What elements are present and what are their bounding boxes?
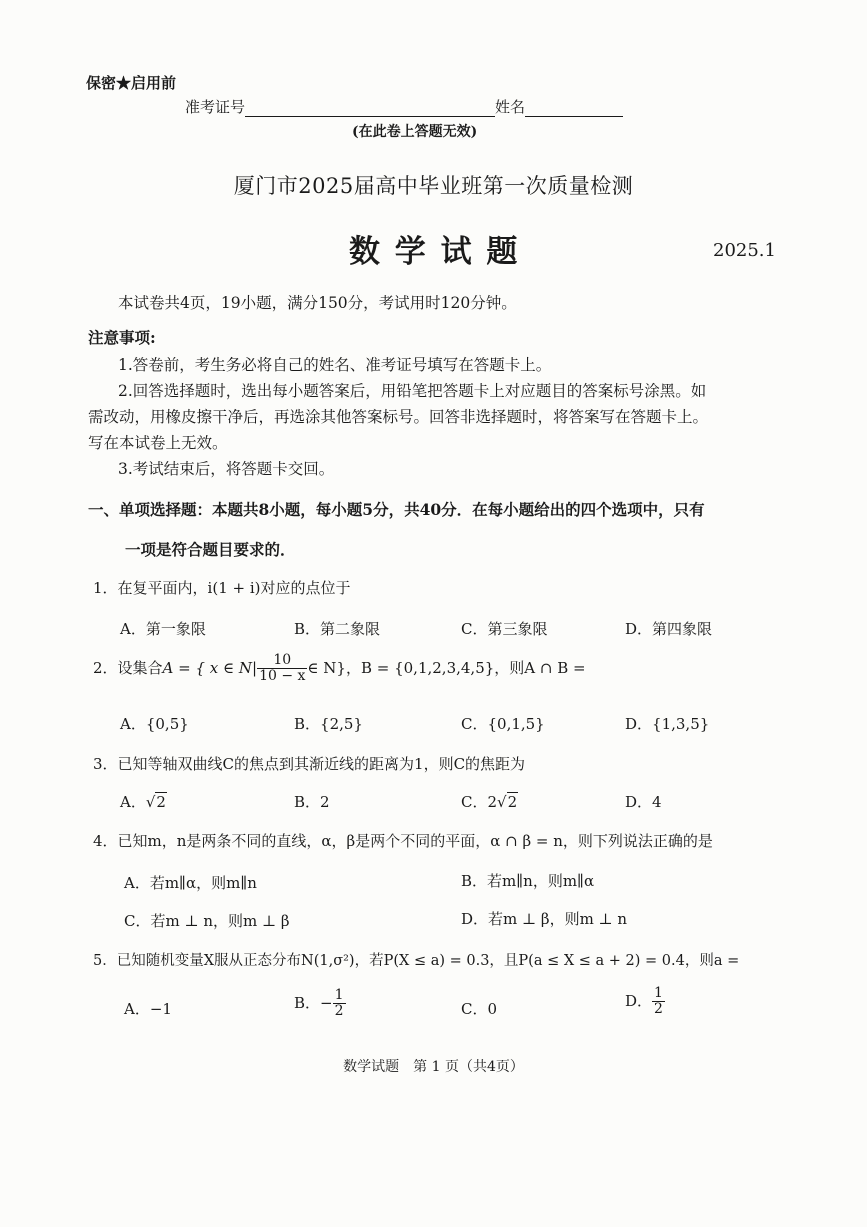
exam-id-row — [185, 96, 623, 117]
question-3-stem: 3．已知等轴双曲线C的焦点到其渐近线的距离为1，则C的焦距为 — [93, 755, 526, 773]
option-a-label: A． — [120, 793, 146, 811]
question-2-option-b[interactable]: B．{2,5} — [294, 715, 363, 733]
note-item: 需改动，用橡皮擦干净后，再选涂其他答案标号。回答非选择题时，将答案写在答题卡上。 — [88, 408, 709, 426]
name-field[interactable] — [525, 116, 623, 117]
question-1-option-d[interactable]: D．第四象限 — [625, 620, 713, 638]
fraction-numerator: 10 — [257, 653, 307, 669]
fraction-numerator: 1 — [654, 985, 663, 1001]
option-c-label: C．2 — [461, 793, 498, 811]
exam-date: 2025.1 — [713, 240, 776, 261]
question-5-option-a[interactable]: A．−1 — [124, 1000, 172, 1018]
question-2-stem-pre: 2．设集合 — [93, 658, 163, 677]
notes-heading: 注意事项: — [88, 328, 156, 347]
exam-id-label: 准考证号 — [185, 98, 246, 116]
sqrt-symbol: √2 — [145, 793, 166, 811]
option-d-fraction — [652, 986, 665, 1018]
option-b-label: B．− — [294, 993, 333, 1012]
question-2-option-c[interactable]: C．{0,1,5} — [461, 715, 545, 733]
question-1-option-c[interactable]: C．第三象限 — [461, 620, 548, 638]
question-5-option-d[interactable] — [625, 986, 665, 1018]
question-5-option-c[interactable]: C．0 — [461, 1000, 498, 1018]
fraction-numerator: 1 — [334, 987, 344, 1003]
exam-id-field[interactable] — [245, 116, 495, 117]
sqrt-radicand: 2 — [507, 793, 518, 811]
section-heading: 一、单项选择题：本题共8小题，每小题5分，共40分．在每小题给出的四个选项中，只有 — [88, 500, 705, 519]
name-label: 姓名 — [495, 98, 526, 116]
question-2-stem — [93, 653, 586, 685]
question-4-option-d[interactable]: D．若m ⊥ β，则m ⊥ n — [461, 910, 628, 928]
question-2-set-a: A = { x ∈ N| — [162, 658, 258, 677]
question-2-option-a[interactable]: A．{0,5} — [120, 715, 189, 733]
section-heading-cont: 一项是符合题目要求的． — [125, 540, 296, 559]
question-2-stem-post: ∈ N}，B = {0,1,2,3,4,5}，则A ∩ B = — [307, 658, 586, 677]
exam-title: 厦门市2025届高中毕业班第一次质量检测 — [233, 174, 634, 198]
question-4-stem: 4．已知m，n是两条不同的直线，α，β是两个不同的平面，α ∩ β = n，则下列说法正确的是 — [93, 832, 713, 850]
question-3-option-c[interactable] — [461, 791, 518, 812]
option-d-label: D． — [625, 991, 653, 1010]
question-3-option-a[interactable] — [120, 791, 167, 812]
question-3-option-b[interactable]: B．2 — [294, 793, 330, 811]
question-5-stem: 5．已知随机变量X服从正态分布N(1,σ²)，若P(X ≤ a) = 0.3，且P(a ≤ X ≤ a + 2) = 0.4，则a = — [93, 953, 740, 969]
fraction-denominator: 2 — [334, 1003, 344, 1020]
fraction-denominator: 2 — [654, 1001, 663, 1018]
question-5-option-b[interactable] — [294, 988, 346, 1020]
option-b-fraction — [333, 988, 346, 1020]
question-3-option-d[interactable]: D．4 — [625, 793, 662, 811]
exam-intro: 本试卷共4页，19小题，满分150分，考试用时120分钟。 — [118, 294, 517, 312]
answer-invalid-note: (在此卷上答题无效) — [352, 124, 478, 140]
question-4-option-c[interactable]: C．若m ⊥ n，则m ⊥ β — [124, 912, 290, 930]
confidential-label: 保密★启用前 — [86, 74, 177, 92]
question-4-option-a[interactable]: A．若m∥α，则m∥n — [124, 874, 257, 892]
sqrt-symbol: √2 — [497, 793, 518, 811]
note-item: 1.答卷前，考生务必将自己的姓名、准考证号填写在答题卡上。 — [118, 356, 552, 374]
question-2-fraction — [257, 653, 307, 685]
question-4-option-b[interactable]: B．若m∥n，则m∥α — [461, 872, 595, 890]
note-item: 2.回答选择题时，选出每小题答案后，用铅笔把答题卡上对应题目的答案标号涂黑。如 — [118, 382, 707, 400]
note-item: 3.考试结束后，将答题卡交回。 — [118, 460, 335, 478]
question-1-option-b[interactable]: B．第二象限 — [294, 620, 381, 638]
question-1-option-a[interactable]: A．第一象限 — [120, 620, 206, 638]
question-1-stem: 1．在复平面内，i(1 + i)对应的点位于 — [93, 579, 351, 597]
fraction-denominator: 10 − x — [259, 668, 306, 685]
page-footer: 数学试题 第 1 页（共4页） — [343, 1059, 524, 1075]
question-2-option-d[interactable]: D．{1,3,5} — [625, 715, 710, 733]
note-item: 写在本试卷上无效。 — [88, 434, 228, 452]
sqrt-radicand: 2 — [156, 793, 166, 811]
subject-title: 数 学 试 题 — [349, 234, 520, 270]
